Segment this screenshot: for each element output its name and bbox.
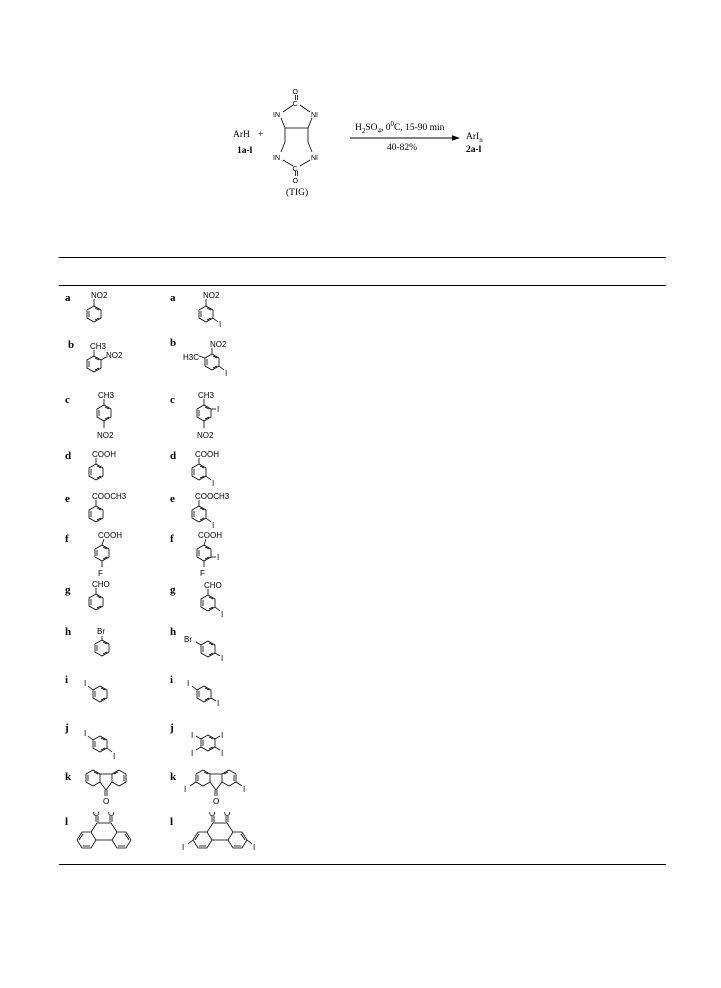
row-label-product-d: d — [170, 450, 177, 462]
row-label-substrate-h: h — [65, 626, 72, 638]
substituent: I — [212, 479, 215, 488]
substituent: O — [213, 797, 220, 806]
substituent: I — [221, 731, 224, 740]
tig-structure — [266, 86, 326, 186]
substituent: I — [217, 405, 220, 414]
reaction-conditions: $H_2SO_4$, $0^0C$, 15-90 min — [355, 120, 445, 136]
row-label-product-b: b — [170, 337, 177, 349]
yield-range: 40-82% — [387, 143, 418, 153]
row-label-substrate-e: e — [65, 493, 70, 505]
row-label-substrate-d: d — [65, 450, 72, 462]
substituent: I — [225, 369, 228, 378]
row-label-substrate-f: f — [65, 533, 69, 545]
row-label-substrate-g: g — [65, 584, 71, 596]
structure-1a — [80, 288, 120, 330]
row-label-product-i: i — [170, 674, 174, 686]
substituent: CHO — [204, 581, 222, 590]
reactant-arh: ArH — [233, 130, 250, 140]
tig-ni-bottom: NI — [311, 155, 318, 162]
row-label-product-a: a — [170, 292, 176, 304]
substituent: NO2 — [97, 431, 114, 440]
substituent: O — [224, 812, 231, 818]
substituent: I — [113, 752, 116, 761]
structure-1d — [84, 448, 124, 488]
tig-label: (TIG) — [286, 188, 309, 198]
structure-2j — [186, 726, 238, 764]
substituent: NO2 — [203, 291, 220, 300]
substituent: I — [191, 749, 194, 758]
substituent: O — [93, 812, 100, 818]
structure-2d — [187, 448, 233, 492]
substituent: I — [84, 679, 87, 688]
substituent: I — [187, 679, 190, 688]
row-label-product-k: k — [170, 771, 177, 783]
substituent: COOH — [98, 531, 122, 540]
product-label: 2a-l — [466, 145, 482, 155]
row-label-substrate-b: b — [68, 339, 75, 351]
structure-2k — [178, 768, 256, 812]
row-label-product-l: l — [170, 816, 174, 828]
row-label-substrate-a: a — [65, 292, 71, 304]
row-label-substrate-i: i — [65, 674, 69, 686]
structure-2g — [192, 578, 238, 622]
substituent: Br — [184, 635, 192, 644]
structure-1i — [80, 674, 120, 710]
structure-2b — [180, 336, 240, 386]
substituent: I — [253, 843, 256, 852]
structure-2h — [180, 630, 236, 670]
tig-in-bottom: IN — [273, 155, 280, 162]
structure-2l — [178, 812, 264, 860]
substituent: O — [108, 812, 115, 818]
substituent: NO2 — [91, 291, 108, 300]
substituent: CH3 — [198, 391, 215, 400]
substituent: I — [221, 749, 224, 758]
tig-carbon-top: C — [292, 101, 298, 108]
substituent: COOCH3 — [195, 492, 230, 501]
row-label-product-c: c — [170, 394, 175, 406]
row-label-substrate-l: l — [65, 816, 69, 828]
substituent: I — [182, 843, 185, 852]
row-label-product-e: e — [170, 493, 175, 505]
structure-2e — [187, 490, 247, 534]
substituent: I — [212, 521, 215, 530]
substituent: H3C — [183, 353, 200, 362]
substituent: I — [219, 320, 222, 329]
structure-2i — [180, 674, 232, 714]
reaction-arrow — [350, 134, 460, 142]
substituent: I — [217, 699, 220, 708]
substituent: I — [243, 785, 246, 794]
substituent: I — [221, 610, 224, 619]
substituent: F — [98, 569, 103, 578]
structure-2c — [188, 390, 232, 446]
substituent: COOH — [198, 531, 222, 540]
structure-1e — [84, 490, 144, 530]
structure-1h — [88, 624, 124, 664]
table-header-rule — [59, 285, 666, 286]
substituent: Br — [97, 627, 105, 636]
substituent: CHO — [92, 580, 110, 589]
substituent: COOH — [195, 450, 219, 459]
substituent: I — [217, 553, 220, 562]
substituent: NO2 — [197, 431, 214, 440]
tig-oxygen-bottom: O — [292, 178, 298, 185]
substituent: I — [191, 731, 194, 740]
structure-1g — [84, 578, 124, 618]
substituent: O — [103, 797, 110, 806]
substituent: I — [184, 785, 187, 794]
structure-1l — [74, 812, 134, 860]
substituent: CH3 — [90, 342, 107, 351]
substituent: COOH — [92, 450, 116, 459]
reactant-label: 1a-l — [237, 146, 253, 156]
row-label-product-g: g — [170, 584, 176, 596]
row-label-product-j: j — [170, 722, 174, 734]
substituent: F — [200, 569, 205, 578]
substituent: I — [84, 729, 87, 738]
row-label-product-f: f — [170, 533, 174, 545]
plus-sign: + — [258, 130, 264, 140]
row-label-substrate-k: k — [65, 771, 72, 783]
structure-1k — [76, 768, 136, 812]
substituent: COOCH3 — [92, 492, 127, 501]
structure-2a — [192, 288, 238, 334]
tig-ni-top: NI — [311, 112, 318, 119]
substituent: NO2 — [210, 340, 227, 349]
structure-1f — [88, 530, 134, 582]
table-bottom-rule — [59, 864, 666, 865]
structure-1b — [80, 338, 130, 382]
structure-1j — [80, 724, 132, 766]
row-label-substrate-j: j — [65, 722, 69, 734]
substituent: NO2 — [106, 351, 123, 360]
tig-in-top: IN — [273, 112, 280, 119]
structure-2f — [190, 530, 236, 582]
tig-oxygen-top: O — [292, 89, 298, 96]
substituent: CH3 — [98, 391, 115, 400]
substituent: O — [209, 812, 216, 818]
substituent: I — [221, 654, 224, 663]
table-top-rule — [59, 257, 666, 258]
tig-carbon-bottom: C — [292, 166, 298, 173]
structure-1c — [88, 390, 128, 446]
row-label-product-h: h — [170, 626, 177, 638]
row-label-substrate-c: c — [65, 394, 70, 406]
product-arin: ArI$_n$ — [466, 132, 483, 144]
